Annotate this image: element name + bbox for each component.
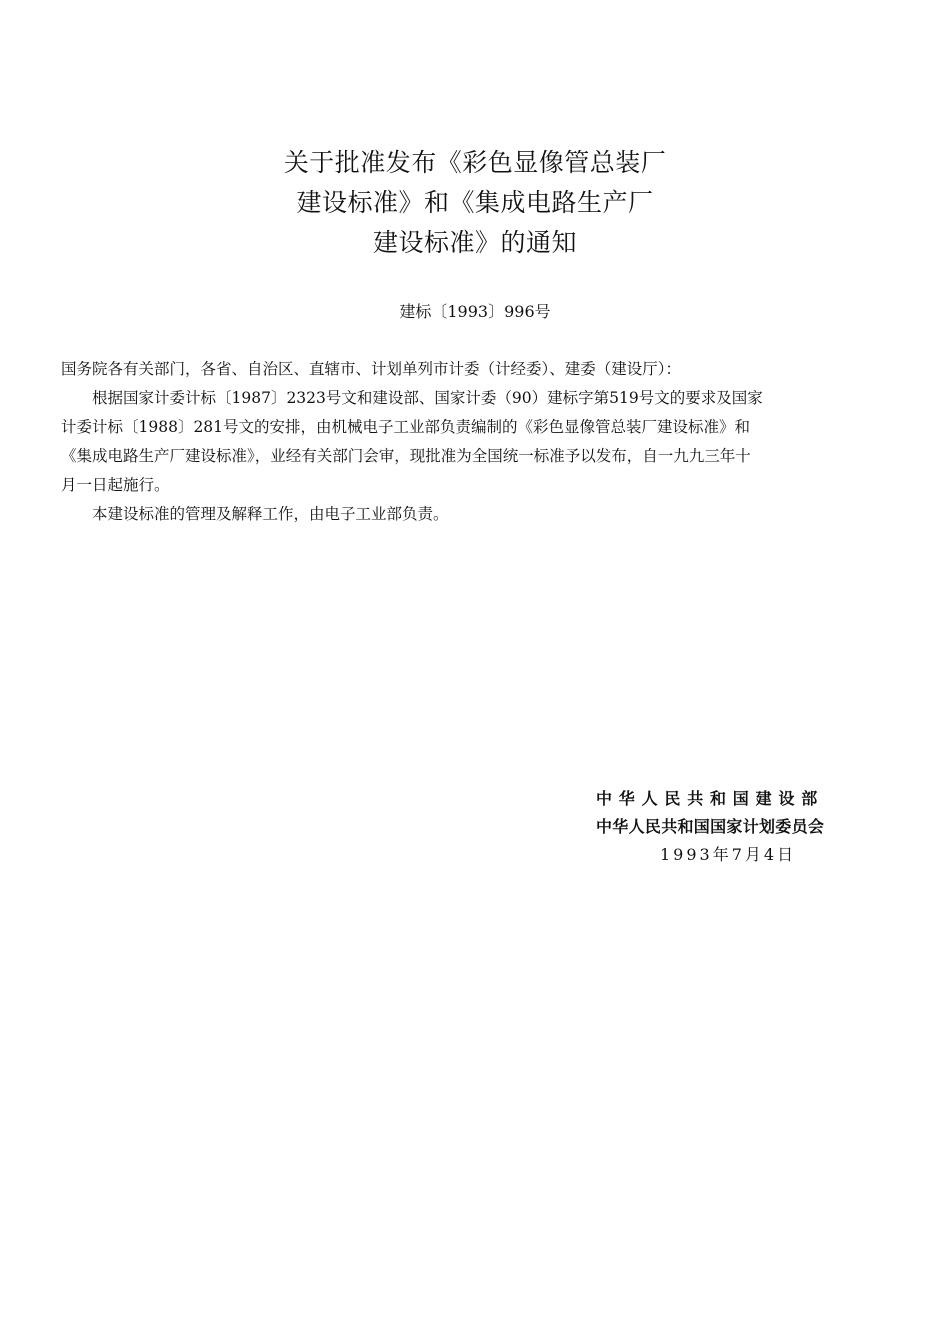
paragraph-1-line-3: 《集成电路生产厂建设标准》，业经有关部门会审，现批准为全国统一标准予以发布，自一九九三年十 bbox=[61, 447, 751, 465]
signature-block bbox=[580, 785, 880, 869]
notice-body bbox=[61, 355, 901, 529]
issuer-ministry-of-construction: 中华人民共和国建设部 bbox=[596, 789, 825, 808]
paragraph-2: 本建设标准的管理及解释工作，由电子工业部负责。 bbox=[92, 505, 449, 523]
paragraph-1-line-1: 根据国家计委计标〔1987〕2323号文和建设部、国家计委（90）建标字第519号文的要求及国家 bbox=[92, 389, 763, 407]
title-line-3: 建设标准》的通知 bbox=[372, 228, 577, 257]
issuer-state-planning-commission: 中华人民共和国国家计划委员会 bbox=[596, 817, 825, 836]
title-line-2: 建设标准》和《集成电路生产厂 bbox=[296, 188, 654, 217]
paragraph-1-line-2: 计委计标〔1988〕281号文的安排，由机械电子工业部负责编制的《彩色显像管总装厂建设标准》和 bbox=[61, 418, 751, 436]
document-number: 建标〔1993〕996号 bbox=[399, 302, 551, 321]
addressees-line: 国务院各有关部门，各省、自治区、直辖市、计划单列市计委（计经委）、建委（建设厅）： bbox=[61, 360, 682, 378]
notice-title bbox=[0, 143, 950, 263]
title-line-1: 关于批准发布《彩色显像管总装厂 bbox=[283, 148, 667, 177]
paragraph-1-line-4: 月一日起施行。 bbox=[61, 476, 170, 494]
issue-date: 1993年7月4日 bbox=[660, 845, 797, 864]
